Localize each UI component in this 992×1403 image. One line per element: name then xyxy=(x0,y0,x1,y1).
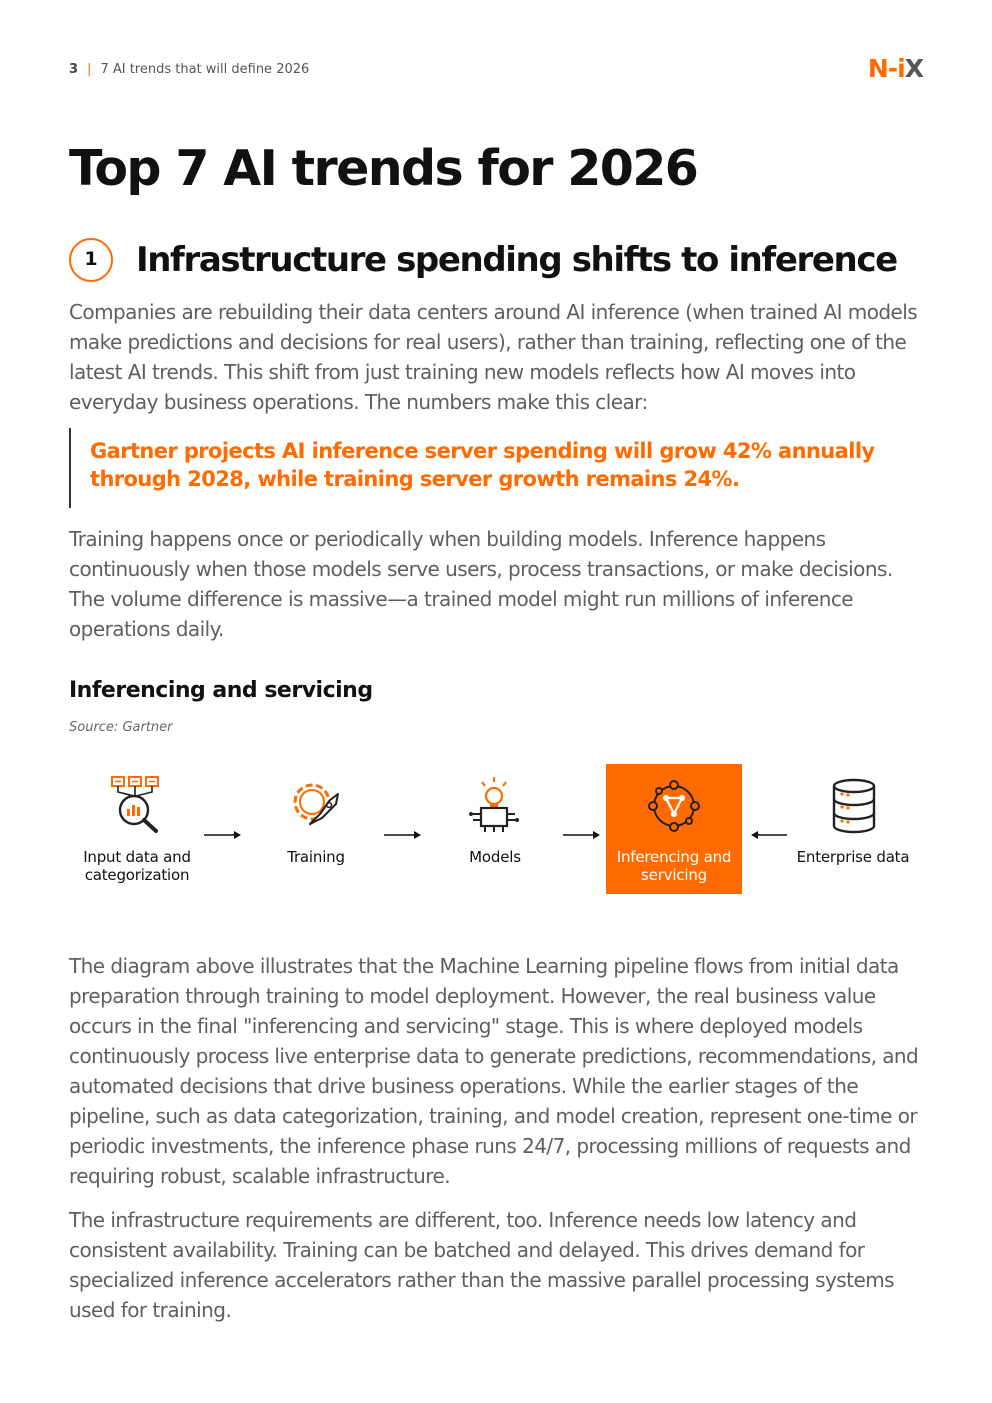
requirements-paragraph: The infrastructure requirements are different, too. Inference needs low latency and consistent availability. Training can be batched and delayed. This drives demand for specialized inference accelerators rather than the massive parallel processing systems used for training. xyxy=(69,1208,894,1322)
ai-network-icon xyxy=(644,776,704,836)
section-number-badge: 1 xyxy=(69,238,113,282)
logo-x: X xyxy=(904,54,923,83)
page-title: Top 7 AI trends for 2026 xyxy=(69,140,698,197)
diagram-explanation-paragraph: The diagram above illustrates that the Machine Learning pipeline flows from initial data preparation through training to model deployment. However, the real business value occurs in the final "inferencing and servicing" stage. This is where deployed models continuously process live enterprise data to generate predictions, recommendations, and automated decisions that drive business operations. While the earlier stages of the pipeline, such as data categorization, training, and model creation, represent one-time or periodic investments, the inference phase runs 24/7, processing millions of requests and requiring robust, scalable infrastructure. xyxy=(69,954,919,1188)
arrow-right-icon xyxy=(204,830,242,840)
training-paragraph: Training happens once or periodically when building models. Inference happens continuously when those models serve users, process transactions, or make decisions. The volume difference is massive—a trained model might run millions of inference operations daily. xyxy=(69,527,893,641)
ai-chip-icon xyxy=(465,774,525,834)
gear-rocket-icon xyxy=(286,774,346,834)
arrow-left-icon xyxy=(751,830,787,840)
highlight-quote xyxy=(69,428,929,508)
header-text xyxy=(69,62,309,77)
stage-label-inferencing: Inferencing and servicing xyxy=(616,848,732,884)
stage-label-models: Models xyxy=(469,848,521,866)
arrow-right-icon xyxy=(384,830,422,840)
nix-logo xyxy=(868,54,923,83)
logo-main: N-i xyxy=(867,54,905,83)
data-search-icon xyxy=(106,774,166,834)
stage-label-input: Input data and categorization xyxy=(83,848,191,884)
intro-paragraph: Companies are rebuilding their data centers around AI inference (when trained AI models make predictions and decisions for real users), rather than training, reflecting one of the latest AI trends. This shift from just training new models reflects how AI moves into everyday business operations. The numbers make this clear: xyxy=(69,300,918,414)
diagram-source: Source: Gartner xyxy=(69,720,173,735)
quote-text: Gartner projects AI inference server spending will grow 42% annually through 2028, while training server growth remains 24%. xyxy=(90,439,875,491)
document-title: 7 AI trends that will define 2026 xyxy=(100,62,310,77)
stage-label-training: Training xyxy=(287,848,345,866)
page-header xyxy=(69,54,923,84)
stage-label-enterprise: Enterprise data xyxy=(796,848,910,866)
diagram-title: Inferencing and servicing xyxy=(69,678,373,703)
database-icon xyxy=(824,776,884,836)
arrow-right-icon xyxy=(563,830,601,840)
header-separator: | xyxy=(87,62,92,77)
section-title: Infrastructure spending shifts to inference xyxy=(136,240,897,280)
page-number: 3 xyxy=(69,62,79,77)
